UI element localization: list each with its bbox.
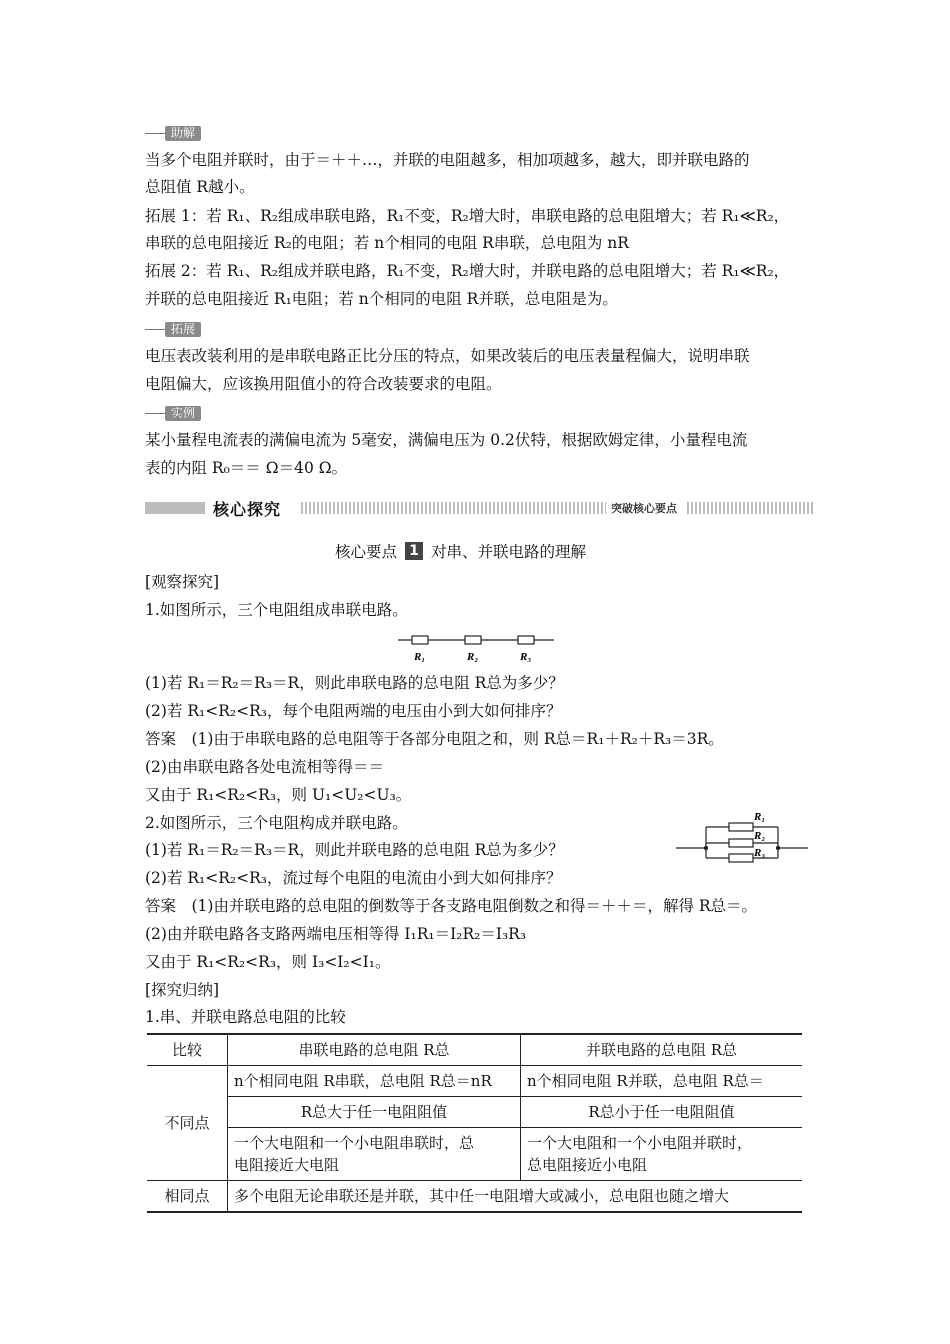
table-header-series: 串联电路的总电阻 R总: [228, 1034, 521, 1066]
junction-left: [704, 846, 708, 850]
extension-tag-label: 拓展: [165, 322, 201, 337]
helper-line-6: 并联的总电阻接近 R₁电阻；若 n个相同的电阻 R并联，总电阻是为。: [145, 290, 618, 308]
example-tag: [145, 406, 201, 421]
helper-line-5: 拓展 2：若 R₁、R₂组成并联电路，R₁不变，R₂增大时，并联电路的总电阻增大；若 R₁≪R₂，: [145, 262, 790, 280]
question-2b: (2)若 R₁<R₂<R₃，流过每个电阻的电流由小到大如何排序？: [145, 869, 562, 887]
helper-line-2: 总阻值 R越小。: [145, 178, 255, 196]
answer-1a: 答案 (1)由于串联电路的总电阻等于各部分电阻之和，则 R总＝R₁＋R₂＋R₃＝3R。: [145, 730, 724, 748]
extension-line-2: 电阻偏大，应该换用阻值小的符合改装要求的电阻。: [145, 375, 502, 393]
summary-item-1: 1.串、并联电路总电阻的比较: [145, 1008, 346, 1026]
table-cell-line: 总电阻接近小电阻: [527, 1156, 648, 1174]
banner-bar-left: [145, 502, 205, 514]
table-cell-difference: 不同点: [147, 1066, 228, 1181]
tag-dash: [145, 413, 165, 414]
table-cell: n个相同电阻 R并联，总电阻 R总＝: [521, 1066, 803, 1097]
resistor-1-label: R₁: [414, 651, 426, 663]
helper-line-1: 当多个电阻并联时，由于＝＋＋…，并联的电阻越多，相加项越多，越大，即并联电路的: [145, 151, 750, 169]
resistor-2: [465, 636, 481, 644]
table-cell: [228, 1128, 521, 1181]
section-banner: [145, 499, 815, 517]
junction-right: [776, 846, 780, 850]
answer-1c: 又由于 R₁<R₂<R₃，则 U₁<U₂<U₃。: [145, 786, 412, 804]
table-row: [147, 1181, 802, 1213]
keypoint-label: 核心要点: [335, 543, 398, 561]
table-row: [147, 1128, 802, 1181]
question-1b: (2)若 R₁<R₂<R₃，每个电阻两端的电压由小到大如何排序？: [145, 702, 562, 720]
table-header-parallel: 并联电路的总电阻 R总: [521, 1034, 803, 1066]
table-cell: [521, 1128, 803, 1181]
example-line-1: 某小量程电流表的满偏电流为 5毫安，满偏电压为 0.2伏特，根据欧姆定律，小量程电流: [145, 431, 748, 449]
resistor-3: [518, 636, 534, 644]
table-row: [147, 1034, 802, 1066]
table-cell: n个相同电阻 R串联，总电阻 R总＝nR: [228, 1066, 521, 1097]
extension-tag: [145, 322, 201, 337]
observe-heading: [观察探究]: [145, 573, 220, 591]
helper-tag: [145, 126, 201, 141]
helper-tag-label: 助解: [165, 126, 201, 141]
parallel-circuit-diagram: [676, 808, 808, 868]
resistor-3: [729, 854, 753, 862]
banner-title: 核心探究: [213, 500, 282, 519]
table-cell-same: 相同点: [147, 1181, 228, 1213]
resistor-2-label: R₂: [467, 651, 479, 663]
helper-line-4: 串联的总电阻接近 R₂的电阻；若 n个相同的电阻 R串联，总电阻为 nR: [145, 234, 629, 252]
tag-dash: [145, 133, 165, 134]
banner-bar-middle: [301, 502, 606, 514]
banner-subtitle: 突破核心要点: [611, 502, 677, 515]
table-cell: R总小于任一电阻阻值: [521, 1097, 803, 1128]
example-line-2: 表的内阻 R₀＝＝ Ω＝40 Ω。: [145, 459, 348, 477]
question-1: 1.如图所示，三个电阻组成串联电路。: [145, 601, 408, 619]
resistor-1-label: R₁: [754, 811, 766, 823]
table-cell-line: 电阻接近大电阻: [234, 1156, 340, 1174]
question-1a: (1)若 R₁＝R₂＝R₃＝R，则此串联电路的总电阻 R总为多少？: [145, 674, 564, 692]
extension-line-1: 电压表改装利用的是串联电路正比分压的特点，如果改装后的电压表量程偏大，说明串联: [145, 347, 750, 365]
series-circuit-diagram: [398, 630, 554, 664]
resistor-3-label: R₃: [754, 847, 766, 859]
question-2a: (1)若 R₁＝R₂＝R₃＝R，则此并联电路的总电阻 R总为多少？: [145, 841, 564, 859]
table-cell-line: 一个大电阻和一个小电阻并联时，: [527, 1134, 753, 1152]
helper-line-3: 拓展 1：若 R₁、R₂组成串联电路，R₁不变，R₂增大时，串联电路的总电阻增大；若 R₁≪R₂，: [145, 207, 790, 225]
keypoint-number: 1: [405, 542, 423, 560]
answer-1b: (2)由串联电路各处电流相等得＝＝: [145, 758, 384, 776]
answer-2b: (2)由并联电路各支路两端电压相等得 I₁R₁＝I₂R₂＝I₃R₃: [145, 925, 527, 943]
table-row: [147, 1066, 802, 1097]
table-cell: R总大于任一电阻阻值: [228, 1097, 521, 1128]
answer-2c: 又由于 R₁<R₂<R₃，则 I₃<I₂<I₁。: [145, 953, 391, 971]
resistor-1: [412, 636, 428, 644]
table-header-compare: 比较: [147, 1034, 228, 1066]
keypoint-title: 对串、并联电路的理解: [431, 543, 587, 561]
keypoint-heading: [335, 540, 586, 562]
table-cell: 多个电阻无论串联还是并联，其中任一电阻增大或减小，总电阻也随之增大: [228, 1181, 803, 1213]
resistor-1: [729, 823, 753, 831]
resistor-3-label: R₃: [520, 651, 532, 663]
answer-2a: 答案 (1)由并联电路的总电阻的倒数等于各支路电阻倒数之和得＝＋＋＝，解得 R总＝。: [145, 897, 758, 915]
table-cell-line: 一个大电阻和一个小电阻串联时，总: [234, 1134, 475, 1152]
question-2: 2.如图所示，三个电阻构成并联电路。: [145, 814, 408, 832]
banner-bar-right: [687, 502, 815, 514]
resistor-2: [729, 839, 753, 847]
summary-heading: [探究归纳]: [145, 981, 220, 999]
comparison-table: [147, 1033, 802, 1213]
resistor-2-label: R₂: [754, 830, 766, 842]
example-tag-label: 实例: [165, 406, 201, 421]
table-row: [147, 1097, 802, 1128]
tag-dash: [145, 329, 165, 330]
